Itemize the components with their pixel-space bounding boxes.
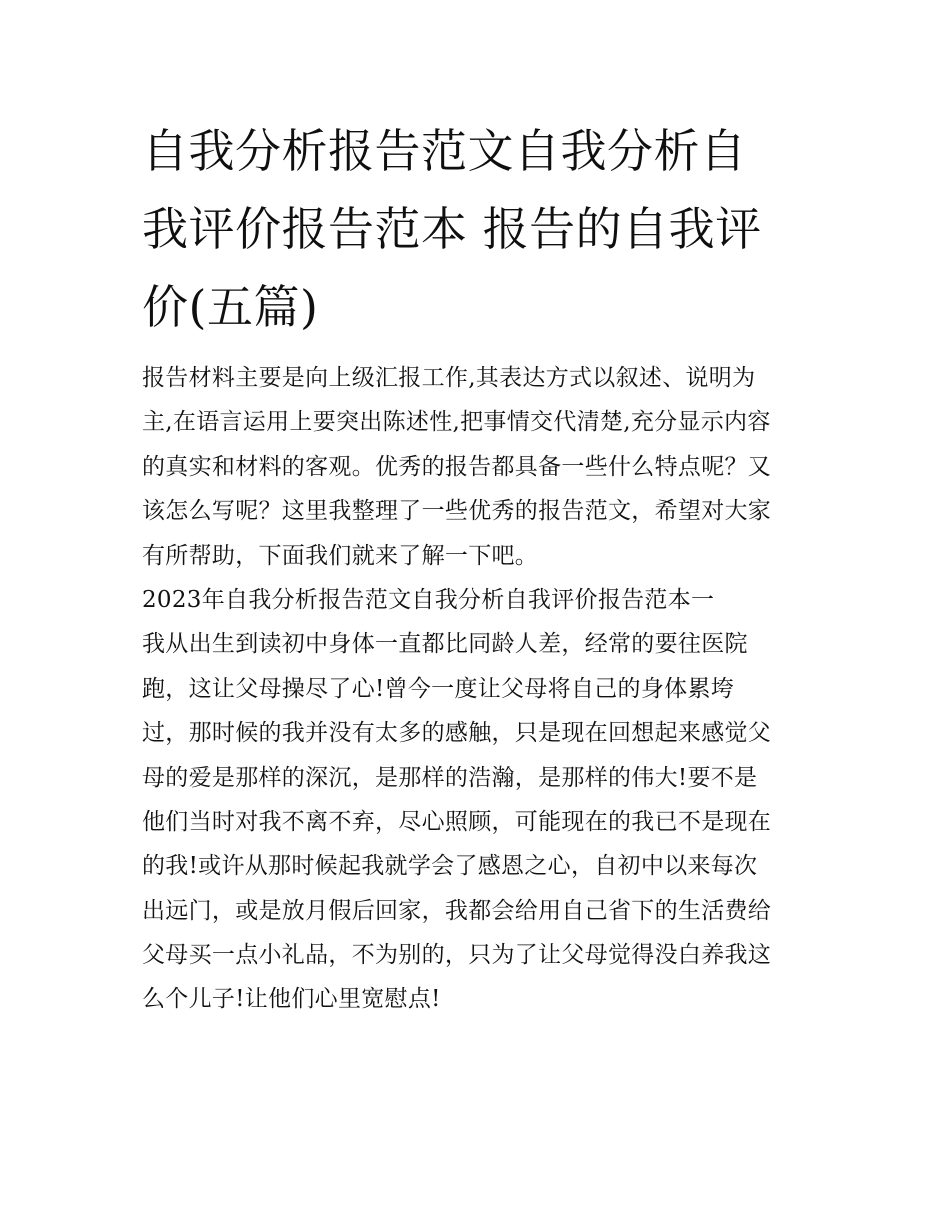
document-body [142,356,814,1022]
body-line-5: 有所帮助，下面我们就来了解一下吧。 [142,542,539,569]
section-heading: 2023年自我分析报告范文自我分析自我评价报告范本一 [142,586,715,613]
document-title [142,112,812,346]
body-line-12: 的我!或许从那时候起我就学会了感恩之心，自初中以来每次 [142,853,758,880]
body-line-4: 该怎么写呢？这里我整理了一些优秀的报告范文，希望对大家 [142,498,772,525]
body-line-2: 主,在语言运用上要突出陈述性,把事情交代清楚,充分显示内容 [142,409,771,436]
body-line-8: 跑，这让父母操尽了心!曾今一度让父母将自己的身体累垮 [142,675,735,702]
body-line-10: 母的爱是那样的深沉，是那样的浩瀚，是那样的伟大!要不是 [142,764,758,791]
title-line-1: 自我分析报告范文自我分析自 [142,124,747,178]
body-line-3: 的真实和材料的客观。优秀的报告都具备一些什么特点呢？又 [142,453,772,480]
body-line-7: 我从出生到读初中身体一直都比同龄人差，经常的要往医院 [142,631,748,658]
body-line-15: 么个儿子!让他们心里宽慰点! [142,986,441,1013]
body-line-1: 报告材料主要是向上级汇报工作,其表达方式以叙述、说明为 [142,365,756,391]
body-line-14: 父母买一点小礼品，不为别的，只为了让父母觉得没白养我这 [142,942,772,969]
body-line-13: 出远门，或是放月假后回家，我都会给用自己省下的生活费给 [142,897,772,924]
title-line-3: 价(五篇) [142,280,319,334]
body-line-11: 他们当时对我不离不弃，尽心照顾，可能现在的我已不是现在 [142,808,772,835]
body-line-9: 过，那时候的我并没有太多的感触，只是现在回想起来感觉父 [142,720,772,747]
title-line-2: 我评价报告范本 报告的自我评 [142,202,762,256]
